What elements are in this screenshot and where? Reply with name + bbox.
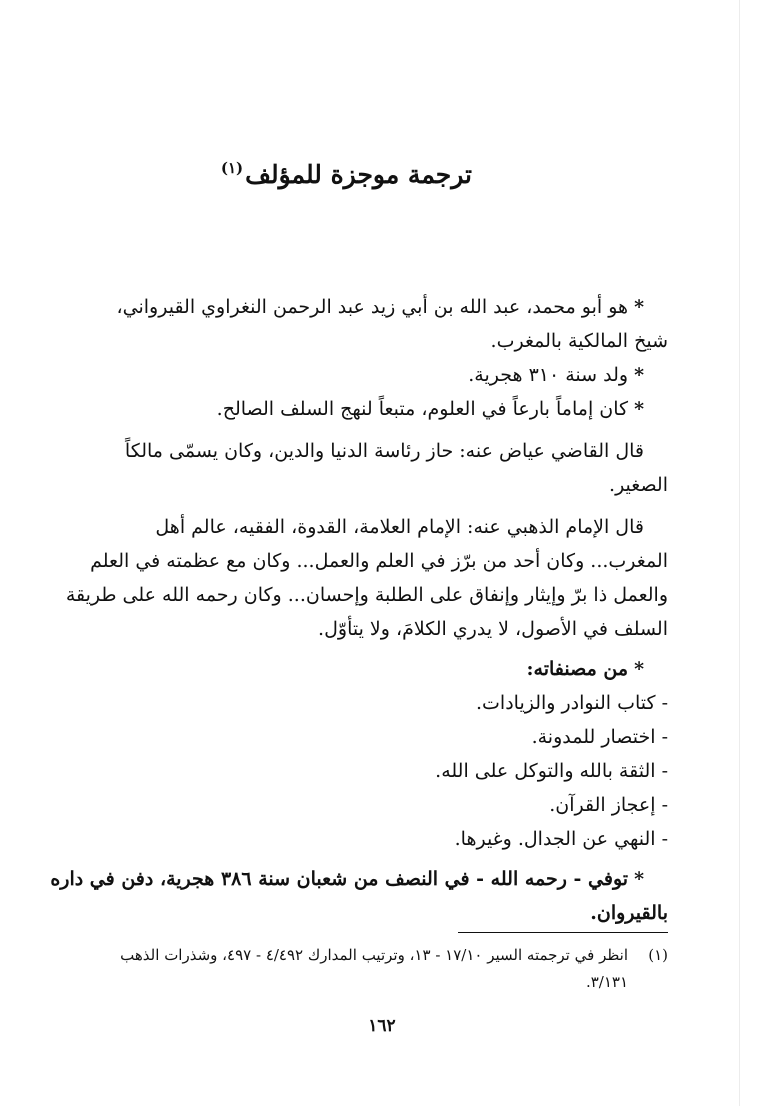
bullet-star-icon: * [634,658,644,680]
scholar-paragraph [96,392,668,426]
page-title [221,150,472,193]
footnote-line-2: ٣/١٣١. [585,973,628,991]
works-heading: *من مصنفاته: [526,658,644,680]
birth-line: *ولد سنة ٣١٠ هجرية. [468,364,644,386]
intro-line-1: *هو أبو محمد، عبد الله بن أبي زيد عبد الرحمن النغراوي القيرواني، [116,296,644,318]
death-paragraph [50,862,668,930]
dhahabi-quote-line-1: قال الإمام الذهبي عنه: الإمام العلامة، القدوة، الفقيه، عالم أهل [155,516,644,538]
footnote [96,942,668,996]
birth-paragraph [96,358,668,392]
works-item: - كتاب النوادر والزيادات. [476,692,668,714]
page-number: ١٦٢ [368,1016,396,1036]
death-line-2: بالقيروان. [590,902,668,924]
dhahabi-quote-line-2: المغرب... وكان أحد من برّز في العلم والعمل... وكان مع عظمته في العلم [90,550,668,572]
iyad-quote-line-2: الصغير. [609,474,668,496]
intro-line-2: شيخ المالكية بالمغرب. [490,330,668,352]
footnote-number: (١) [648,946,668,964]
title-text: ترجمة موجزة للمؤلف [245,160,472,189]
scholar-line: *كان إماماً بارعاً في العلوم، متبعاً لنهج السلف الصالح. [216,398,644,420]
intro-paragraph [96,290,668,358]
works-item: - الثقة بالله والتوكل على الله. [435,760,668,782]
bullet-star-icon: * [634,364,644,386]
death-line-1: *توفي - رحمه الله - في النصف من شعبان سنة ٣٨٦ هجرية، دفن في داره [50,868,644,890]
footnote-separator [458,932,668,933]
bullet-star-icon: * [634,398,644,420]
works-item: - اختصار للمدونة. [531,726,668,748]
works-item: - النهي عن الجدال. وغيرها. [454,828,668,850]
iyad-quote-line-1: قال القاضي عياض عنه: حاز رئاسة الدنيا والدين، وكان يسمّى مالكاً [124,440,644,462]
title-footnote-mark: (١) [220,159,244,177]
bullet-star-icon: * [634,296,644,318]
works-item: - إعجاز القرآن. [549,794,668,816]
page-edge-line [739,0,740,1106]
footnote-line-1: (١)انظر في ترجمته السير ١٧/١٠ - ١٣، وترتيب المدارك ٤/٤٩٢ - ٤٩٧، وشذرات الذهب [96,942,668,969]
dhahabi-quote-paragraph [65,510,668,646]
works-section [96,652,668,856]
dhahabi-quote-line-4: السلف في الأصول، لا يدري الكلامَ، ولا يتأوّل. [318,618,668,640]
bullet-star-icon: * [634,868,644,890]
dhahabi-quote-line-3: والعمل ذا برّ وإيثار وإنفاق على الطلبة وإحسان... وكان رحمه الله على طريقة [65,584,668,606]
iyad-quote-paragraph [96,434,668,502]
